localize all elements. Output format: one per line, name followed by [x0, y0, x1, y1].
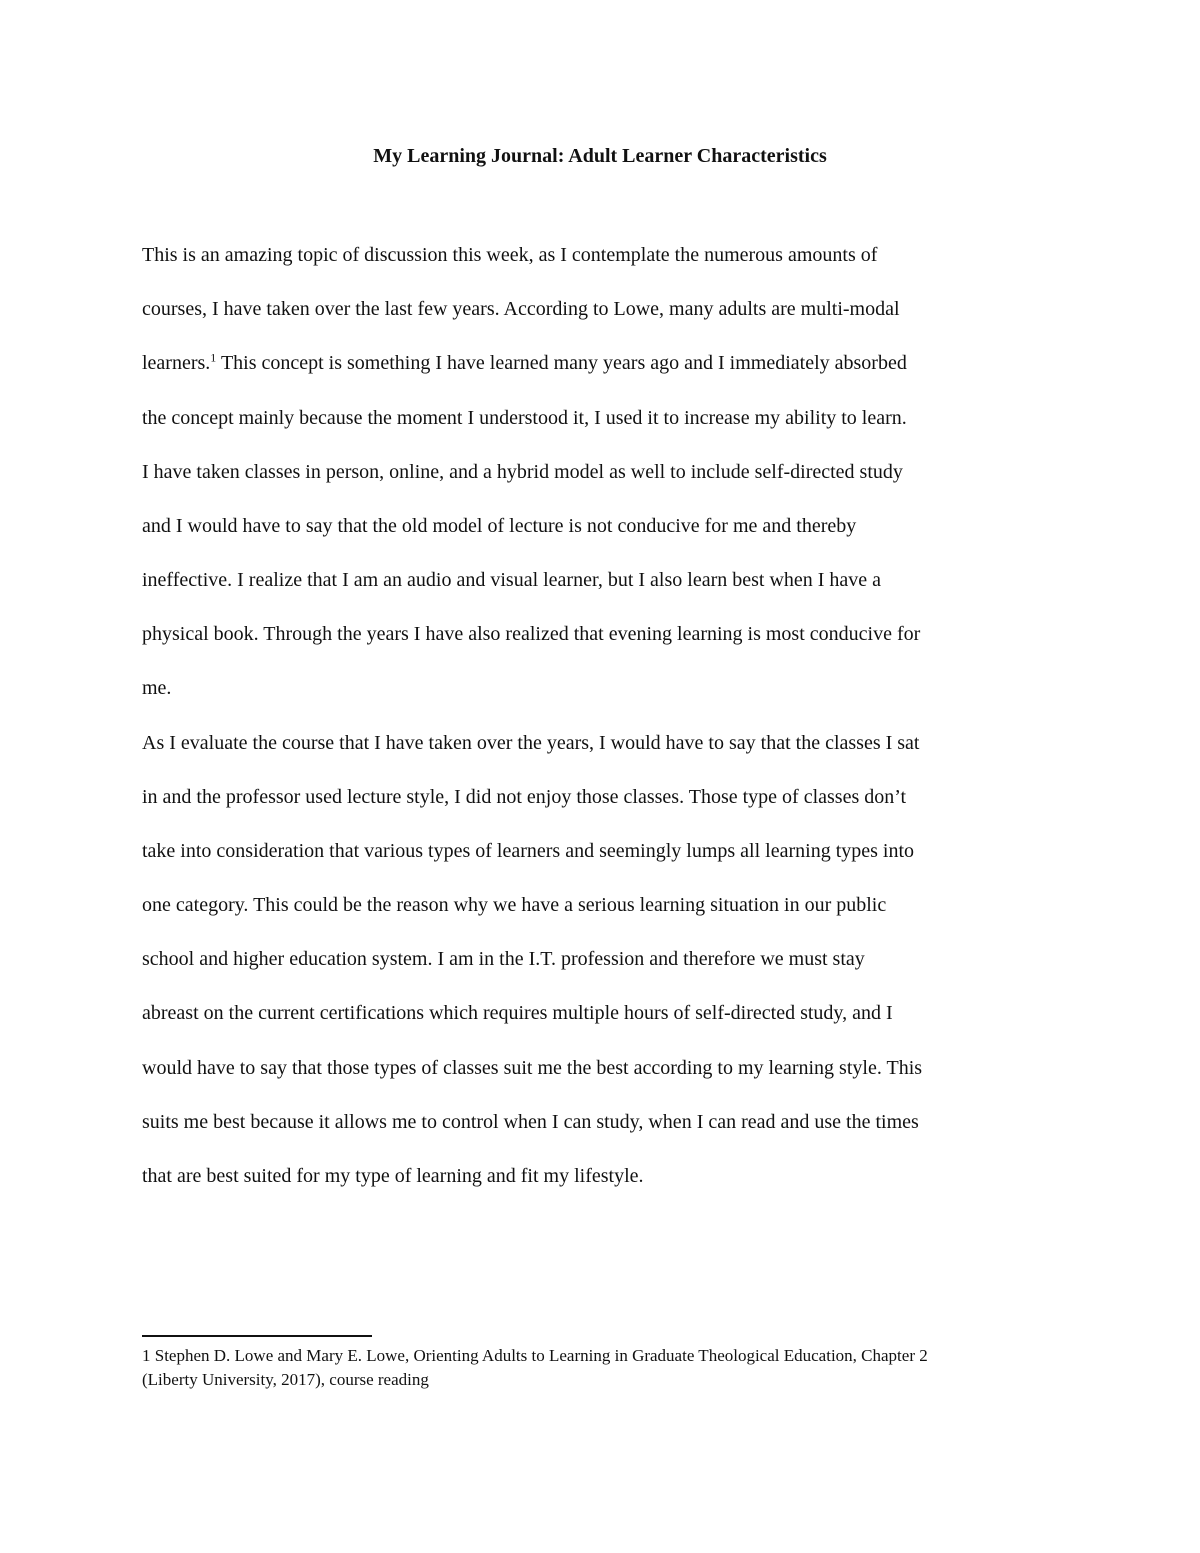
body-line: the concept mainly because the moment I understood it, I used it to increase my ability to learn.: [142, 407, 907, 429]
body-line: in and the professor used lecture style, I did not enjoy those classes. Those type of classes don’t: [142, 786, 907, 808]
body-line: physical book. Through the years I have also realized that evening learning is most conducive for: [142, 623, 921, 645]
body-line: that are best suited for my type of learning and fit my lifestyle.: [142, 1165, 644, 1187]
document-title: My Learning Journal: Adult Learner Characteristics: [373, 145, 827, 167]
body-line: would have to say that those types of classes suit me the best according to my learning style. This: [142, 1057, 923, 1079]
footnote-separator: [142, 1335, 372, 1337]
body-line: abreast on the current certifications which requires multiple hours of self-directed study, and I: [142, 1002, 893, 1024]
body-line: one category. This could be the reason why we have a serious learning situation in our public: [142, 894, 887, 916]
body-line: take into consideration that various types of learners and seemingly lumps all learning types into: [142, 840, 915, 862]
body-line: school and higher education system. I am in the I.T. profession and therefore we must stay: [142, 948, 865, 970]
body-line: and I would have to say that the old model of lecture is not conducive for me and thereby: [142, 515, 857, 537]
footnote-text: (Liberty University, 2017), course reading: [142, 1370, 429, 1389]
body-text-fragment: learners.: [142, 352, 211, 374]
footnote-text: 1 Stephen D. Lowe and Mary E. Lowe, Orienting Adults to Learning in Graduate Theological Education, Chapter 2: [142, 1346, 928, 1365]
body-line: This is an amazing topic of discussion this week, as I contemplate the numerous amounts of: [142, 244, 878, 266]
footnote-reference: 1: [210, 350, 217, 365]
body-line: courses, I have taken over the last few years. According to Lowe, many adults are multi-modal: [142, 298, 900, 320]
body-line: ineffective. I realize that I am an audio and visual learner, but I also learn best when I have a: [142, 569, 882, 591]
body-line-with-footnote-ref: [142, 349, 907, 377]
body-line: me.: [142, 677, 172, 699]
body-text-fragment: This concept is something I have learned many years ago and I immediately absorbed: [220, 352, 907, 374]
body-line: I have taken classes in person, online, and a hybrid model as well to include self-directed study: [142, 461, 903, 483]
body-line: suits me best because it allows me to control when I can study, when I can read and use the times: [142, 1111, 919, 1133]
body-line: As I evaluate the course that I have taken over the years, I would have to say that the classes I sat: [142, 732, 920, 754]
